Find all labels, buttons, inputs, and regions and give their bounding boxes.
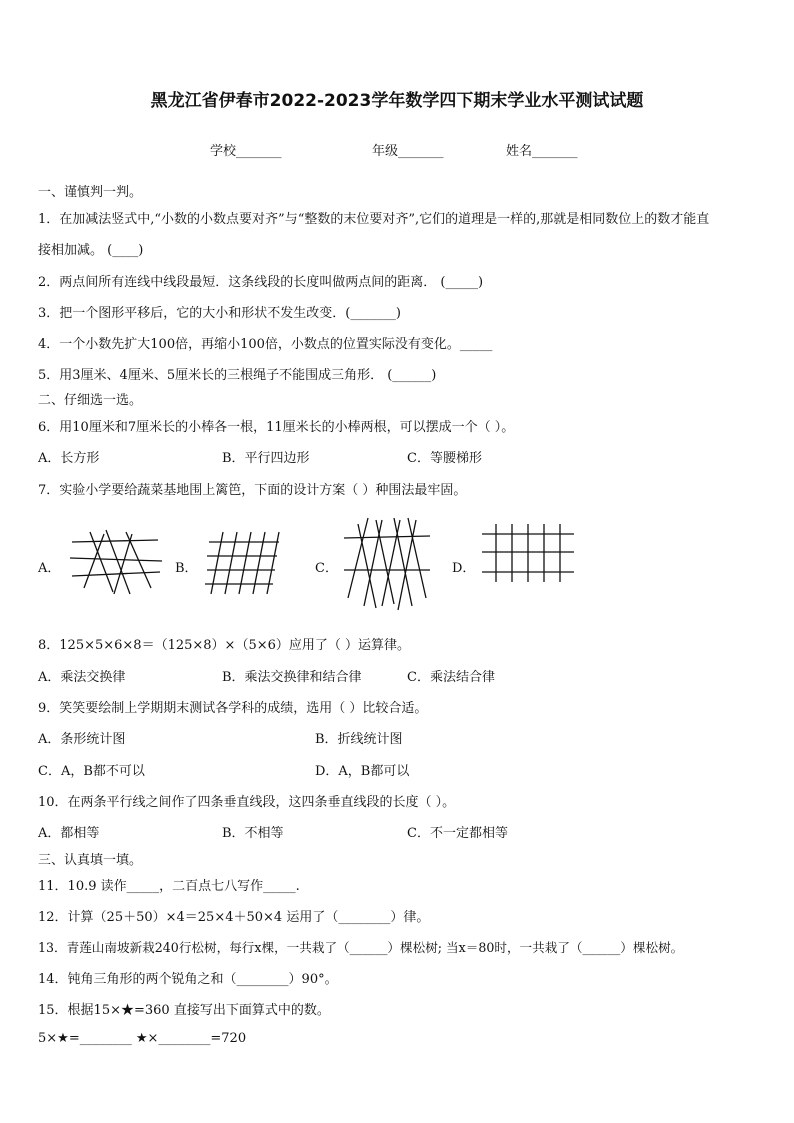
q7-fence-figure-d: [480, 522, 576, 584]
name-field: 姓名_______: [506, 144, 578, 159]
q7-fence-figure-a: [68, 528, 164, 598]
q7-fence-figure-c: [342, 516, 434, 612]
q6-option-c: C．等腰梯形: [407, 451, 482, 466]
question-14: 14．钝角三角形的两个锐角之和（________）90°。: [38, 972, 338, 987]
section-heading-1: 一、谨慎判一判。: [38, 185, 143, 200]
q8-option-b: B．乘法交换律和结合律: [222, 670, 362, 685]
q9-option-d: D．A，B都可以: [315, 764, 410, 779]
question-7: 7．实验小学要给蔬菜基地围上篱笆，下面的设计方案（ ）种围法最牢固。: [38, 483, 467, 498]
question-8: 8．125×5×6×8＝（125×8）×（5×6）应用了（ ）运算律。: [38, 638, 411, 653]
q9-option-c: C．A，B都不可以: [38, 764, 145, 779]
question-10: 10．在两条平行线之间作了四条垂直线段，这四条垂直线段的长度（ ）。: [38, 795, 456, 810]
question-9: 9．笑笑要绘制上学期期末测试各学科的成绩，选用（ ）比较合适。: [38, 701, 428, 716]
grade-field: 年级_______: [372, 144, 444, 159]
q7-option-d-label: D．: [452, 561, 476, 576]
question-5: 5．用3厘米、4厘米、5厘米长的三根绳子不能围成三角形． (______): [38, 368, 437, 383]
section-heading-3: 三、认真填一填。: [38, 853, 143, 868]
q8-option-a: A．乘法交换律: [38, 670, 126, 685]
question-13: 13．青莲山南坡新栽240行松树，每行x棵，一共栽了（______）棵松树; 当x＝80时，一共栽了（______）棵松树。: [38, 940, 684, 955]
q9-option-a: A．条形统计图: [38, 732, 126, 747]
question-11: 11．10.9 读作_____，二百点七八写作_____.: [38, 879, 300, 894]
question-12: 12．计算（25＋50）×4＝25×4＋50×4 运用了（________）律。: [38, 910, 430, 925]
question-6: 6．用10厘米和7厘米长的小棒各一根，11厘米长的小棒两根，可以摆成一个（ ）。: [38, 420, 515, 435]
question-15: 15．根据15×★=360 直接写出下面算式中的数。: [38, 1003, 330, 1018]
q10-option-b: B．不相等: [222, 826, 284, 841]
section-heading-2: 二、仔细选一选。: [38, 393, 143, 408]
school-field: 学校_______: [210, 144, 282, 159]
q7-option-a-label: A．: [38, 561, 61, 576]
q7-option-c-label: C．: [315, 561, 338, 576]
q8-option-c: C．乘法结合律: [407, 670, 495, 685]
question-1-line-1: 1．在加减法竖式中,“小数的小数点要对齐”与“整数的末位要对齐”,它们的道理是一样的,那就是相同数位上的数才能直: [38, 212, 710, 227]
question-2: 2．两点间所有连线中线段最短．这条线段的长度叫做两点间的距离． (_____): [38, 275, 484, 290]
question-1-line-2: 接相加减。 (____): [38, 243, 144, 258]
q10-option-c: C．不一定都相等: [407, 826, 508, 841]
q6-option-a: A．长方形: [38, 451, 100, 466]
question-3: 3．把一个图形平移后，它的大小和形状不发生改变．(_______): [38, 306, 401, 321]
question-15-blanks: 5×★=________ ★×________=720: [38, 1031, 247, 1046]
q7-fence-figure-b: [203, 530, 283, 596]
q6-option-b: B．平行四边形: [222, 451, 310, 466]
q7-option-b-label: B．: [175, 561, 198, 576]
q10-option-a: A．都相等: [38, 826, 100, 841]
question-4: 4．一个小数先扩大100倍，再缩小100倍，小数点的位置实际没有变化。_____: [38, 337, 493, 352]
q9-option-b: B．折线统计图: [315, 732, 403, 747]
page-title: 黑龙江省伊春市2022-2023学年数学四下期末学业水平测试试题: [150, 91, 644, 111]
